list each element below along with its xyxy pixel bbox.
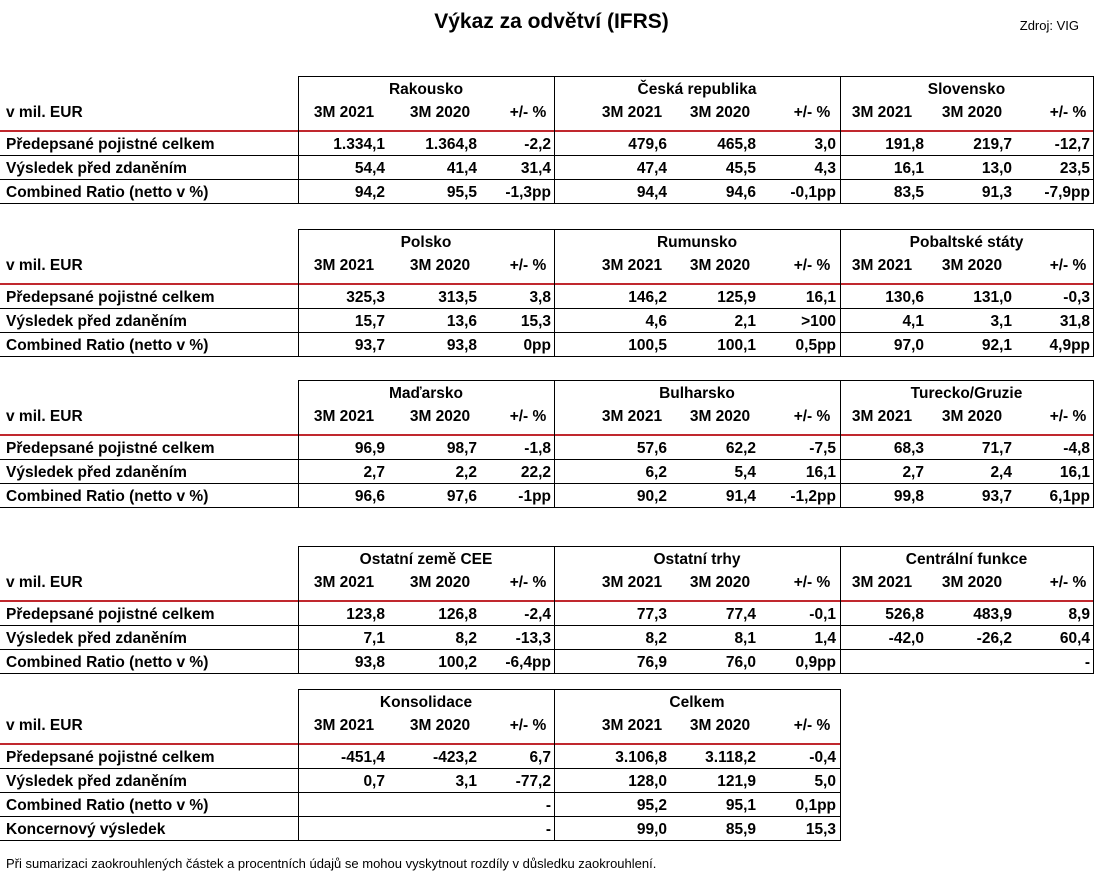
unit-label: v mil. EUR	[6, 257, 83, 274]
table-row	[0, 484, 1103, 508]
rule-line	[0, 507, 1093, 508]
column-header: 3M 2020	[689, 717, 751, 734]
value-cell: 93,8	[446, 337, 477, 354]
value-cell: 191,8	[885, 136, 924, 153]
value-cell: -2,4	[524, 606, 551, 623]
row-label: Combined Ratio (netto v %)	[6, 488, 209, 505]
value-cell: 94,4	[636, 184, 667, 201]
value-cell: 8,9	[1068, 606, 1090, 623]
segment-name: Polsko	[400, 234, 452, 251]
value-cell: -0,4	[809, 749, 836, 766]
value-cell: 68,3	[893, 440, 924, 457]
column-divider	[840, 229, 841, 357]
unit-label: v mil. EUR	[6, 574, 83, 591]
row-label: Předepsané pojistné celkem	[6, 136, 215, 153]
value-cell: 99,8	[893, 488, 924, 505]
column-divider	[554, 76, 555, 204]
column-divider	[298, 76, 299, 204]
value-cell	[295, 817, 385, 841]
column-header: +/- %	[1049, 104, 1087, 121]
value-cell: -0,1pp	[790, 184, 836, 201]
value-cell: 15,3	[520, 313, 551, 330]
value-cell: 16,1	[805, 464, 836, 481]
value-cell: -12,7	[1054, 136, 1090, 153]
value-cell: 2,7	[363, 464, 385, 481]
value-cell: -1pp	[518, 488, 551, 505]
value-cell: 0,7	[363, 773, 385, 790]
value-cell: 91,4	[725, 488, 756, 505]
column-header: +/- %	[793, 104, 831, 121]
column-header: 3M 2021	[851, 104, 913, 121]
column-header: 3M 2020	[409, 717, 471, 734]
column-header: +/- %	[1049, 574, 1087, 591]
value-cell: 4,6	[645, 313, 667, 330]
column-header: 3M 2020	[409, 104, 471, 121]
row-label: Předepsané pojistné celkem	[6, 289, 215, 306]
table-row	[0, 180, 1103, 204]
column-divider	[1093, 380, 1094, 508]
column-header: +/- %	[793, 257, 831, 274]
column-divider	[298, 380, 299, 508]
rule-line	[0, 840, 840, 841]
table-row	[0, 817, 1103, 841]
column-header: +/- %	[1049, 408, 1087, 425]
column-header: +/- %	[1049, 257, 1087, 274]
value-cell: 2,1	[734, 313, 756, 330]
value-cell: 3,1	[990, 313, 1012, 330]
unit-label: v mil. EUR	[6, 104, 83, 121]
column-header: +/- %	[509, 717, 547, 734]
value-cell	[295, 793, 385, 817]
value-cell: 100,1	[717, 337, 756, 354]
column-header: 3M 2020	[409, 408, 471, 425]
value-cell: 3.106,8	[615, 749, 667, 766]
value-cell: 128,0	[628, 773, 667, 790]
value-cell: 47,4	[636, 160, 667, 177]
value-cell: >100	[801, 313, 836, 330]
value-cell: 45,5	[725, 160, 756, 177]
value-cell: 3,8	[529, 289, 551, 306]
value-cell: 1,4	[814, 630, 836, 647]
value-cell: -1,2pp	[790, 488, 836, 505]
value-cell: 54,4	[354, 160, 385, 177]
segment-name: Pobaltské státy	[909, 234, 1024, 251]
value-cell: 31,4	[520, 160, 551, 177]
value-cell: -4,8	[1063, 440, 1090, 457]
value-cell: 15,3	[805, 821, 836, 838]
value-cell: 465,8	[717, 136, 756, 153]
value-cell: 1.334,1	[333, 136, 385, 153]
value-cell: 219,7	[973, 136, 1012, 153]
value-cell: 5,0	[814, 773, 836, 790]
value-cell: 0,1pp	[795, 797, 836, 814]
table-row	[0, 156, 1103, 180]
value-cell: 3,0	[814, 136, 836, 153]
value-cell: 76,0	[725, 654, 756, 671]
column-divider	[1093, 76, 1094, 204]
value-cell: -	[545, 821, 551, 838]
value-cell: 13,6	[446, 313, 477, 330]
table-row	[0, 132, 1103, 156]
table-row	[0, 650, 1103, 674]
column-header: 3M 2021	[851, 257, 913, 274]
column-header: 3M 2021	[851, 408, 913, 425]
value-cell: 96,6	[354, 488, 385, 505]
value-cell: 6,1pp	[1049, 488, 1090, 505]
value-cell: -42,0	[888, 630, 924, 647]
column-header: +/- %	[509, 408, 547, 425]
value-cell: 146,2	[628, 289, 667, 306]
segment-name: Konsolidace	[379, 694, 473, 711]
column-header: 3M 2020	[409, 257, 471, 274]
value-cell: 93,8	[354, 654, 385, 671]
column-header: 3M 2021	[601, 574, 663, 591]
column-header: 3M 2021	[313, 104, 375, 121]
value-cell: 479,6	[628, 136, 667, 153]
value-cell: 83,5	[893, 184, 924, 201]
column-header: 3M 2021	[601, 408, 663, 425]
value-cell: 130,6	[885, 289, 924, 306]
value-cell: 2,7	[902, 464, 924, 481]
table-row	[0, 285, 1103, 309]
value-cell: -0,3	[1063, 289, 1090, 306]
value-cell: 4,1	[902, 313, 924, 330]
value-cell: 16,1	[1059, 464, 1090, 481]
segment-name: Centrální funkce	[905, 551, 1028, 568]
segment-name: Česká republika	[637, 81, 757, 98]
table-row	[0, 745, 1103, 769]
segment-name: Maďarsko	[388, 385, 464, 402]
value-cell: 123,8	[346, 606, 385, 623]
value-cell: 8,2	[645, 630, 667, 647]
value-cell: 6,7	[529, 749, 551, 766]
table-row	[0, 436, 1103, 460]
column-divider	[1093, 546, 1094, 674]
value-cell: -423,2	[433, 749, 477, 766]
value-cell: 0,9pp	[795, 654, 836, 671]
value-cell: 76,9	[636, 654, 667, 671]
column-header: 3M 2020	[941, 257, 1003, 274]
column-divider	[298, 689, 299, 841]
table-row	[0, 602, 1103, 626]
column-header: 3M 2020	[941, 408, 1003, 425]
table-row	[0, 309, 1103, 333]
column-header: +/- %	[793, 408, 831, 425]
value-cell: 8,2	[455, 630, 477, 647]
value-cell: 95,1	[725, 797, 756, 814]
value-cell: 0,5pp	[795, 337, 836, 354]
value-cell: 126,8	[438, 606, 477, 623]
column-header: 3M 2020	[941, 574, 1003, 591]
column-header: 3M 2021	[851, 574, 913, 591]
value-cell: 94,6	[725, 184, 756, 201]
row-label: Předepsané pojistné celkem	[6, 749, 215, 766]
column-header: +/- %	[793, 574, 831, 591]
value-cell: 97,0	[893, 337, 924, 354]
value-cell: -77,2	[515, 773, 551, 790]
column-header: +/- %	[509, 574, 547, 591]
column-divider	[840, 689, 841, 841]
value-cell: 16,1	[893, 160, 924, 177]
value-cell: -451,4	[341, 749, 385, 766]
column-header: 3M 2021	[313, 574, 375, 591]
value-cell: 62,2	[725, 440, 756, 457]
value-cell: 100,5	[628, 337, 667, 354]
column-header: 3M 2021	[601, 257, 663, 274]
column-divider	[840, 380, 841, 508]
value-cell	[834, 650, 924, 674]
value-cell: 71,7	[981, 440, 1012, 457]
value-cell: 16,1	[805, 289, 836, 306]
row-label: Koncernový výsledek	[6, 821, 166, 838]
value-cell: 91,3	[981, 184, 1012, 201]
value-cell: 0pp	[523, 337, 551, 354]
table-row	[0, 793, 1103, 817]
value-cell: 98,7	[446, 440, 477, 457]
value-cell: 96,9	[354, 440, 385, 457]
value-cell: -	[1084, 654, 1090, 671]
column-divider	[840, 546, 841, 674]
value-cell: 2,2	[455, 464, 477, 481]
table-row	[0, 460, 1103, 484]
column-header: 3M 2020	[689, 408, 751, 425]
row-label: Combined Ratio (netto v %)	[6, 337, 209, 354]
column-header: 3M 2020	[941, 104, 1003, 121]
value-cell: 3.118,2	[705, 749, 756, 766]
row-label: Výsledek před zdaněním	[6, 630, 187, 647]
value-cell: 93,7	[981, 488, 1012, 505]
column-header: 3M 2020	[689, 104, 751, 121]
value-cell: 77,4	[725, 606, 756, 623]
value-cell: 483,9	[973, 606, 1012, 623]
value-cell: 92,1	[981, 337, 1012, 354]
column-header: +/- %	[509, 104, 547, 121]
value-cell: 94,2	[354, 184, 385, 201]
column-header: +/- %	[793, 717, 831, 734]
column-divider	[298, 546, 299, 674]
value-cell: -0,1	[809, 606, 836, 623]
value-cell: -1,8	[524, 440, 551, 457]
value-cell: -26,2	[976, 630, 1012, 647]
value-cell: 7,1	[363, 630, 385, 647]
column-header: 3M 2021	[313, 408, 375, 425]
value-cell: 15,7	[354, 313, 385, 330]
row-label: Combined Ratio (netto v %)	[6, 797, 209, 814]
row-label: Výsledek před zdaněním	[6, 160, 187, 177]
value-cell: 3,1	[455, 773, 477, 790]
value-cell: 85,9	[725, 821, 756, 838]
value-cell: 90,2	[636, 488, 667, 505]
value-cell: 95,5	[446, 184, 477, 201]
value-cell: 121,9	[717, 773, 756, 790]
value-cell: 93,7	[354, 337, 385, 354]
value-cell: 13,0	[981, 160, 1012, 177]
value-cell: 100,2	[438, 654, 477, 671]
column-divider	[554, 380, 555, 508]
value-cell	[922, 650, 1012, 674]
page-title: Výkaz za odvětví (IFRS)	[434, 10, 669, 33]
value-cell: 8,1	[734, 630, 756, 647]
value-cell: 125,9	[717, 289, 756, 306]
row-label: Předepsané pojistné celkem	[6, 440, 215, 457]
column-divider	[298, 229, 299, 357]
value-cell: 60,4	[1059, 630, 1090, 647]
column-header: 3M 2021	[601, 717, 663, 734]
unit-label: v mil. EUR	[6, 717, 83, 734]
column-header: 3M 2021	[313, 257, 375, 274]
row-label: Combined Ratio (netto v %)	[6, 654, 209, 671]
row-label: Combined Ratio (netto v %)	[6, 184, 209, 201]
column-header: 3M 2021	[313, 717, 375, 734]
segment-name: Ostatní trhy	[653, 551, 741, 568]
column-header: 3M 2020	[409, 574, 471, 591]
rule-line	[0, 203, 1093, 204]
segment-name: Rakousko	[388, 81, 464, 98]
value-cell: -7,9pp	[1044, 184, 1090, 201]
value-cell: 41,4	[446, 160, 477, 177]
table-row	[0, 626, 1103, 650]
value-cell: 23,5	[1059, 160, 1090, 177]
value-cell: 1.364,8	[425, 136, 477, 153]
row-label: Výsledek před zdaněním	[6, 464, 187, 481]
column-divider	[1093, 229, 1094, 357]
value-cell: 4,9pp	[1049, 337, 1090, 354]
value-cell: 57,6	[636, 440, 667, 457]
value-cell: -	[545, 797, 551, 814]
unit-label: v mil. EUR	[6, 408, 83, 425]
value-cell: 99,0	[636, 821, 667, 838]
table-row	[0, 769, 1103, 793]
segment-name: Slovensko	[927, 81, 1006, 98]
value-cell: 526,8	[885, 606, 924, 623]
value-cell: 325,3	[346, 289, 385, 306]
value-cell: 31,8	[1059, 313, 1090, 330]
column-divider	[554, 546, 555, 674]
value-cell: -1,3pp	[505, 184, 551, 201]
segment-name: Rumunsko	[656, 234, 738, 251]
rule-line	[0, 673, 1093, 674]
value-cell: 5,4	[734, 464, 756, 481]
value-cell: 131,0	[973, 289, 1012, 306]
segment-name: Bulharsko	[659, 385, 735, 402]
value-cell: 313,5	[438, 289, 477, 306]
value-cell: -2,2	[524, 136, 551, 153]
segment-name: Ostatní země CEE	[359, 551, 493, 568]
value-cell: 6,2	[645, 464, 667, 481]
value-cell: -13,3	[515, 630, 551, 647]
column-header: 3M 2020	[689, 574, 751, 591]
segment-name: Celkem	[669, 694, 725, 711]
row-label: Předepsané pojistné celkem	[6, 606, 215, 623]
value-cell: 22,2	[520, 464, 551, 481]
value-cell: 4,3	[814, 160, 836, 177]
value-cell: 2,4	[990, 464, 1012, 481]
value-cell: -7,5	[809, 440, 836, 457]
segment-name: Turecko/Gruzie	[910, 385, 1023, 402]
table-row	[0, 333, 1103, 357]
rule-line	[0, 356, 1093, 357]
row-label: Výsledek před zdaněním	[6, 773, 187, 790]
value-cell: 77,3	[636, 606, 667, 623]
value-cell: -6,4pp	[505, 654, 551, 671]
value-cell: 95,2	[636, 797, 667, 814]
source-note: Zdroj: VIG	[1019, 18, 1079, 33]
column-divider	[554, 689, 555, 841]
column-header: 3M 2021	[601, 104, 663, 121]
footnote: Při sumarizaci zaokrouhlených částek a procentních údajů se mohou vyskytnout rozdíly v důsledku zaokrouhlení.	[6, 856, 657, 871]
column-divider	[554, 229, 555, 357]
column-header: +/- %	[509, 257, 547, 274]
row-label: Výsledek před zdaněním	[6, 313, 187, 330]
value-cell: 97,6	[446, 488, 477, 505]
column-divider	[840, 76, 841, 204]
column-header: 3M 2020	[689, 257, 751, 274]
